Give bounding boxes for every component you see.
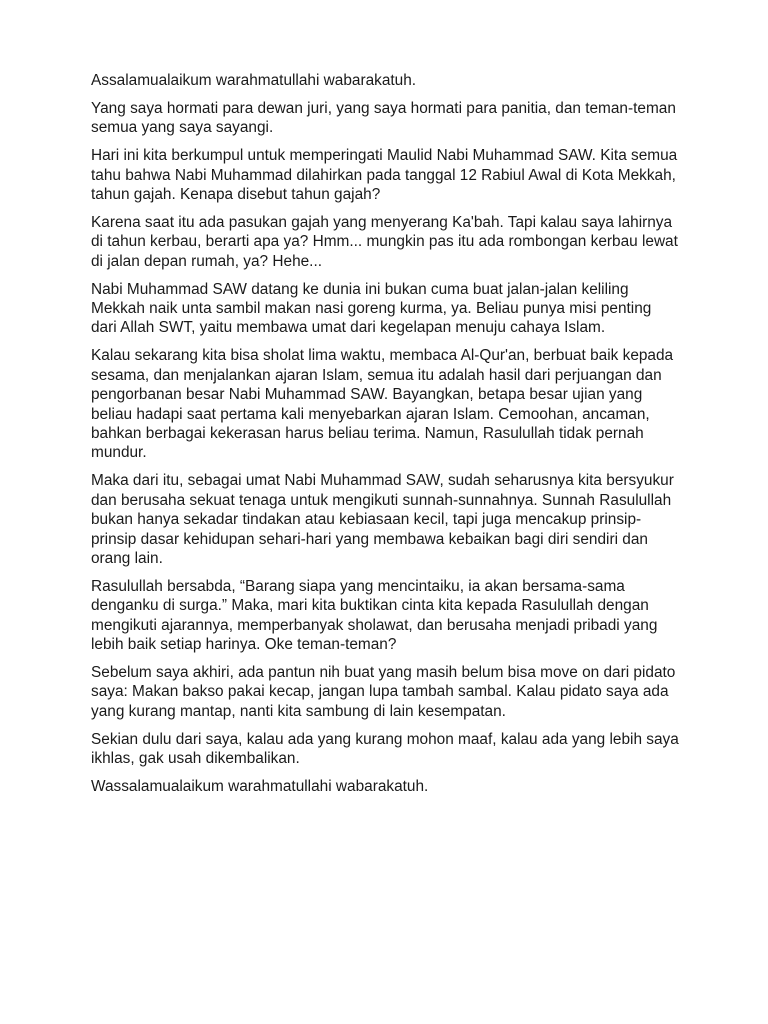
paragraph-salutation: Yang saya hormati para dewan juri, yang saya hormati para panitia, dan teman-teman semua yang saya sayangi.	[91, 99, 676, 137]
greeting-closing: Wassalamualaikum warahmatullahi wabarakatuh.	[91, 778, 429, 795]
paragraph-mission: Nabi Muhammad SAW datang ke dunia ini bukan cuma buat jalan-jalan keliling Mekkah naik unta sambil makan nasi goreng kurma, ya. Beliau punya misi penting dari Allah SWT, yaitu membawa umat dari kegelapan menuju cahaya Islam.	[91, 280, 652, 337]
document-page	[91, 71, 681, 805]
paragraph-hadith: Rasulullah bersabda, “Barang siapa yang mencintaiku, ia akan bersama-sama denganku di surga.” Maka, mari kita buktikan cinta kita kepada Rasulullah dengan mengikuti ajarannya, memperbanyak sholawat, dan berusaha menjadi pribadi yang lebih baik setiap harinya. Oke teman-teman?	[91, 577, 658, 654]
paragraph-introduction: Hari ini kita berkumpul untuk memperingati Maulid Nabi Muhammad SAW. Kita semua tahu bahwa Nabi Muhammad dilahirkan pada tanggal 12 Rabiul Awal di Kota Mekkah, tahun gajah. Kenapa disebut tahun gajah?	[91, 147, 678, 204]
paragraph-sunnah: Maka dari itu, sebagai umat Nabi Muhammad SAW, sudah seharusnya kita bersyukur dan berusaha sekuat tenaga untuk mengikuti sunnah-sunnahnya. Sunnah Rasulullah bukan hanya sekadar tindakan atau kebiasaan kecil, tapi juga mencakup prinsip-prinsip dasar kehidupan sehari-hari yang membawa kebaikan bagi diri sendiri dan orang lain.	[91, 472, 674, 567]
paragraph-pantun: Sebelum saya akhiri, ada pantun nih buat yang masih belum bisa move on dari pidato saya: Makan bakso pakai kecap, jangan lupa tambah sambal. Kalau pidato saya ada yang kurang mantap, nanti kita sambung di lain kesempatan.	[91, 663, 676, 720]
paragraph-struggle: Kalau sekarang kita bisa sholat lima waktu, membaca Al-Qur'an, berbuat baik kepada sesama, dan menjalankan ajaran Islam, semua itu adalah hasil dari perjuangan dan pengorbanan besar Nabi Muhammad SAW. Bayangkan, betapa besar ujian yang beliau hadapi saat pertama kali menyebarkan ajaran Islam. Cemoohan, ancaman, bahkan berbagai kekerasan harus beliau terima. Namun, Rasulullah tidak pernah mundur.	[91, 347, 674, 462]
paragraph-elephant-year: Karena saat itu ada pasukan gajah yang menyerang Ka'bah. Tapi kalau saya lahirnya di tahun kerbau, berarti apa ya? Hmm... mungkin pas itu ada rombongan kerbau lewat di jalan depan rumah, ya? Hehe...	[91, 213, 678, 270]
paragraph-closing: Sekian dulu dari saya, kalau ada yang kurang mohon maaf, kalau ada yang lebih saya ikhlas, gak usah dikembalikan.	[91, 730, 679, 768]
greeting-opening: Assalamualaikum warahmatullahi wabarakatuh.	[91, 72, 417, 89]
